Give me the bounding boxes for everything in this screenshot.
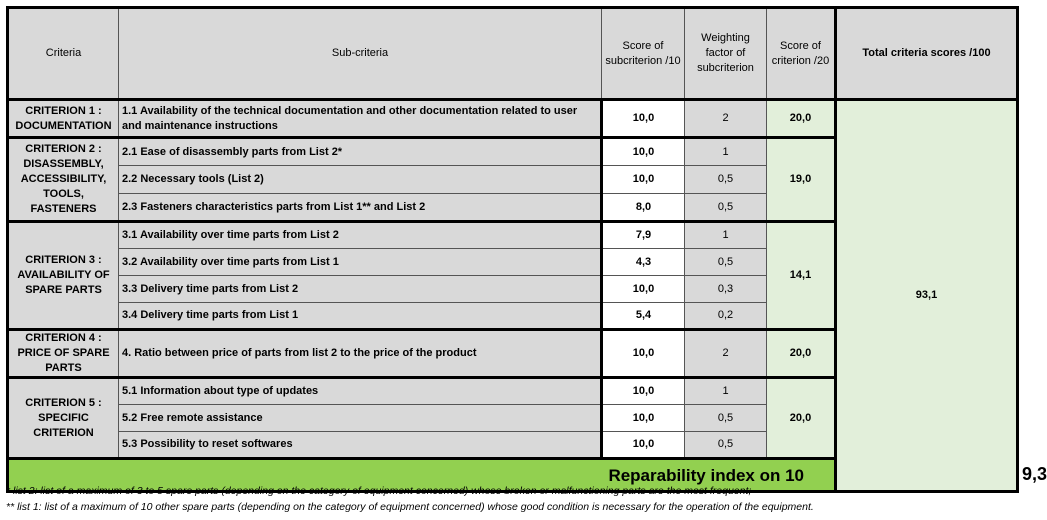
criterion-name: CRITERION 3 : AVAILABILITY OF SPARE PARTS [8, 222, 119, 330]
criterion-score: 20,0 [767, 330, 836, 378]
total-criteria-score: 93,1 [836, 100, 1018, 492]
header-total-scores: Total criteria scores /100 [836, 8, 1018, 100]
subcriterion-label: 1.1 Availability of the technical documentation and other documentation related to user and maintenance instructions [119, 100, 602, 138]
subcriterion-weight: 2 [685, 100, 767, 138]
subcriterion-score: 10,0 [602, 166, 685, 194]
reparability-index-label: Reparability index on 10 [8, 459, 836, 492]
reparability-index-row: Reparability index on 10 9,3 [8, 459, 1018, 492]
subcriterion-score: 10,0 [602, 276, 685, 303]
footnote-list-1: ** list 1: list of a maximum of 10 other spare parts (depending on the category of equipment concerned) whose good condition is necessary for the operation of the equipment. [6, 501, 814, 513]
subcriterion-label: 3.2 Availability over time parts from List 1 [119, 249, 602, 276]
subcriterion-score: 10,0 [602, 405, 685, 432]
subcriterion-score: 10,0 [602, 100, 685, 138]
subcriterion-label: 3.1 Availability over time parts from List 2 [119, 222, 602, 249]
footnote-list-2: * list 2: list of a maximum of 3 to 5 spare parts (depending on the category of equipment concerned) whose broken or malfunctioning parts are the most frequent; [6, 485, 752, 497]
subcriterion-weight: 2 [685, 330, 767, 378]
criterion-score: 19,0 [767, 138, 836, 222]
criterion-name: CRITERION 5 : SPECIFIC CRITERION [8, 378, 119, 459]
subcriterion-weight: 1 [685, 222, 767, 249]
criterion-score: 14,1 [767, 222, 836, 330]
criterion-name: CRITERION 1 : DOCUMENTATION [8, 100, 119, 138]
subcriterion-weight: 0,5 [685, 405, 767, 432]
subcriterion-weight: 0,3 [685, 276, 767, 303]
subcriterion-weight: 0,5 [685, 166, 767, 194]
subcriterion-score: 5,4 [602, 303, 685, 330]
header-score-criterion: Score of criterion /20 [767, 8, 836, 100]
subcriterion-label: 2.2 Necessary tools (List 2) [119, 166, 602, 194]
subcriterion-score: 10,0 [602, 330, 685, 378]
subcriterion-score: 10,0 [602, 432, 685, 459]
header-row [8, 8, 1018, 100]
subcriterion-label: 4. Ratio between price of parts from list 2 to the price of the product [119, 330, 602, 378]
table-row [8, 100, 1018, 138]
subcriterion-weight: 0,5 [685, 249, 767, 276]
header-subcriteria: Sub-criteria [119, 8, 602, 100]
subcriterion-weight: 1 [685, 138, 767, 166]
criterion-score: 20,0 [767, 100, 836, 138]
subcriterion-weight: 0,5 [685, 194, 767, 222]
subcriterion-label: 2.3 Fasteners characteristics parts from List 1** and List 2 [119, 194, 602, 222]
reparability-table [6, 6, 1047, 493]
subcriterion-score: 7,9 [602, 222, 685, 249]
subcriterion-label: 5.2 Free remote assistance [119, 405, 602, 432]
header-criteria: Criteria [8, 8, 119, 100]
subcriterion-score: 10,0 [602, 378, 685, 405]
subcriterion-weight: 0,2 [685, 303, 767, 330]
subcriterion-score: 4,3 [602, 249, 685, 276]
header-score-subcriterion: Score of subcriterion /10 [602, 8, 685, 100]
subcriterion-score: 8,0 [602, 194, 685, 222]
subcriterion-label: 5.1 Information about type of updates [119, 378, 602, 405]
subcriterion-score: 10,0 [602, 138, 685, 166]
criterion-name: CRITERION 2 : DISASSEMBLY, ACCESSIBILITY, TOOLS, FASTENERS [8, 138, 119, 222]
criterion-name: CRITERION 4 : PRICE OF SPARE PARTS [8, 330, 119, 378]
subcriterion-label: 2.1 Ease of disassembly parts from List 2* [119, 138, 602, 166]
header-weighting-factor: Weighting factor of subcriterion [685, 8, 767, 100]
subcriterion-weight: 0,5 [685, 432, 767, 459]
footnotes [6, 483, 1016, 515]
subcriterion-label: 3.3 Delivery time parts from List 2 [119, 276, 602, 303]
subcriterion-label: 3.4 Delivery time parts from List 1 [119, 303, 602, 330]
reparability-table-container [6, 6, 1047, 493]
criterion-score: 20,0 [767, 378, 836, 459]
subcriterion-label: 5.3 Possibility to reset softwares [119, 432, 602, 459]
subcriterion-weight: 1 [685, 378, 767, 405]
